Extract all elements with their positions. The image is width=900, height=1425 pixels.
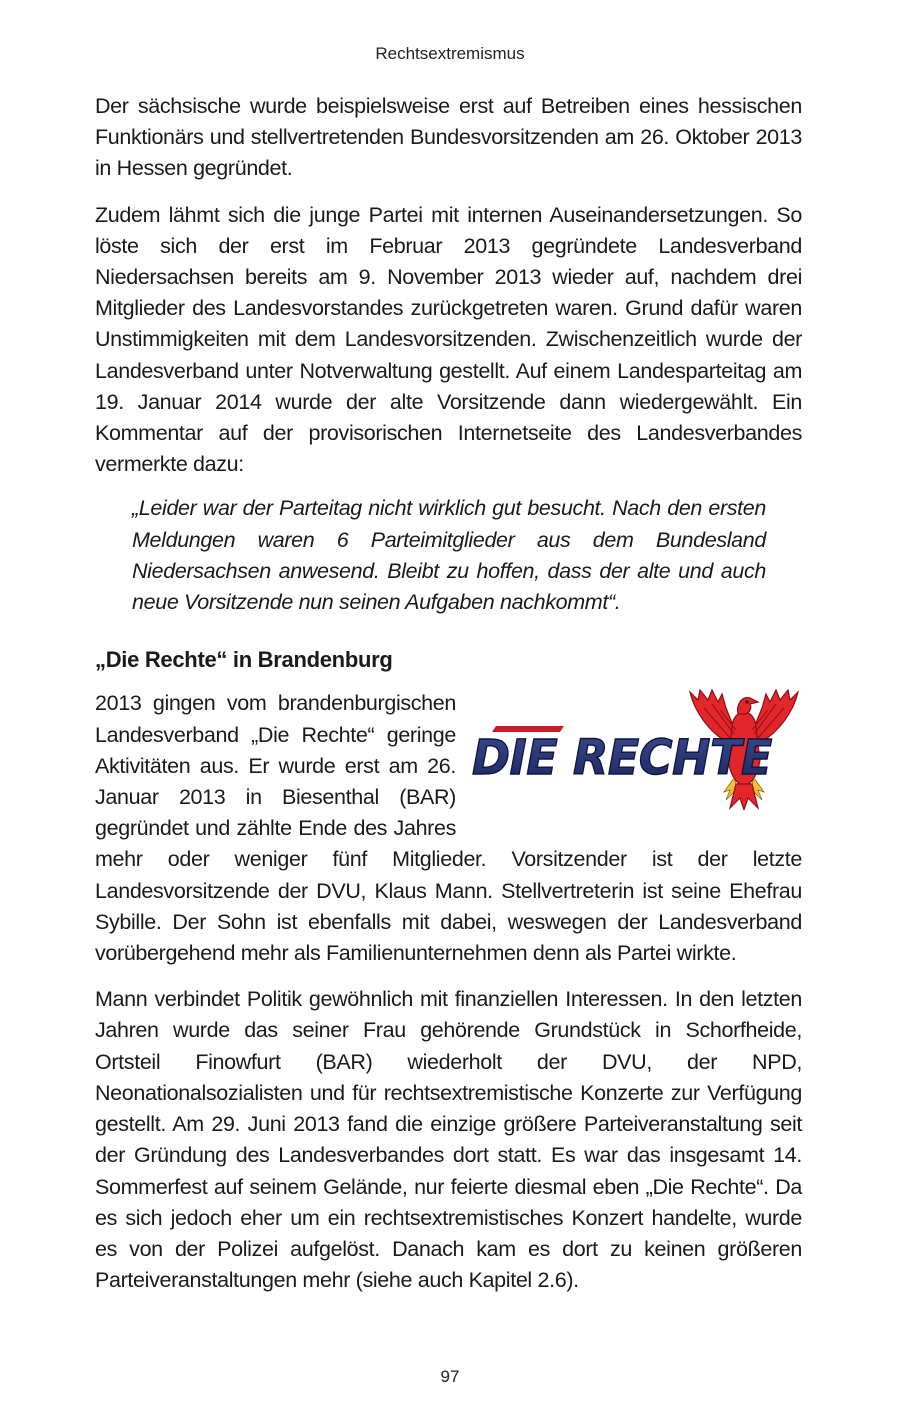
paragraph-lower-saxony: Zudem lähmt sich die junge Partei mit internen Auseinandersetzungen. So löste sich der erst im Februar 2013 gegründete Landesverband Niedersachsen bereits am 9. November 2013 wieder auf, nachdem drei Mitglieder des Landesvorstandes zurückgetreten waren. Grund dafür waren Unstimmigkeiten mit dem Landesvorsitzenden. Zwischenzeitlich wurde der Landesverband unter Notverwaltung gestellt. Auf einem Landesparteitag am 19. Januar 2014 wurde der alte Vorsitzende dann wiedergewählt. Ein Kommentar auf der provisorischen Internetseite des Landesverbandes vermerkte dazu: <box>95 202 802 477</box>
paragraph-brandenburg: 2013 gingen vom brandenburgischen Landesverband „Die Rechte“ geringe Aktivitäten aus. Er wurde erst am 26. Januar 2013 in Biesenthal (BAR) gegründet und zählte Ende des Jahres mehr oder weniger fünf Mitglieder. Vorsitzender ist der letzte Landesvorsitzende der DVU, Klaus Mann. Stellvertreterin ist seine Ehefrau Sybille. Der Sohn ist ebenfalls mit dabei, weswegen der Landesverband vorübergehend mehr als Familienunternehmen denn als Partei wirkte. <box>95 691 802 966</box>
paragraph-saxony: Der sächsische wurde beispielsweise erst auf Betreiben eines hessischen Funktionärs und stellvertretenden Bundesvorsitzenden am 26. Oktober 2013 in Hessen gegründet. <box>95 94 802 181</box>
paragraph-mann: Mann verbindet Politik gewöhnlich mit finanziellen Interessen. In den letzten Jahren wurde das seiner Frau gehörende Grundstück in Schorfheide, Ortsteil Finowfurt (BAR) wiederholt der DVU, der NPD, Neonationalsozialisten und für rechtsextremistische Konzerte zur Verfügung gestellt. Am 29. Juni 2013 fand die einzige größere Parteiveranstaltung seit der Gründung des Landesverbandes dort statt. Es war das insgesamt 14. Sommerfest auf seinem Gelände, nur feierte diesmal eben „Die Rechte“. Da es sich jedoch eher um ein rechtsextremistisches Konzert handelte, wurde es von der Polizei aufgelöst. Danach kam es dort zu keinen größeren Parteiveranstaltungen mehr (siehe auch Kapitel 2.6). <box>95 987 802 1293</box>
section-heading: „Die Rechte“ in Brandenburg <box>95 647 393 673</box>
body-text <box>95 91 802 1311</box>
block-quote: „Leider war der Parteitag nicht wirklich gut besucht. Nach den ersten Meldungen waren 6 Parteimitglieder aus dem Bundesland Niedersachsen anwesend. Bleibt zu hoffen, dass der alte und auch neue Vorsitzende nun seinen Aufgaben nachkommt“. <box>132 496 766 615</box>
page-number: 97 <box>440 1367 460 1386</box>
die-rechte-logo <box>468 688 802 810</box>
logo-wordmark: DIE RECHTE <box>472 730 773 787</box>
running-header: Rechtsextremismus <box>375 44 525 63</box>
